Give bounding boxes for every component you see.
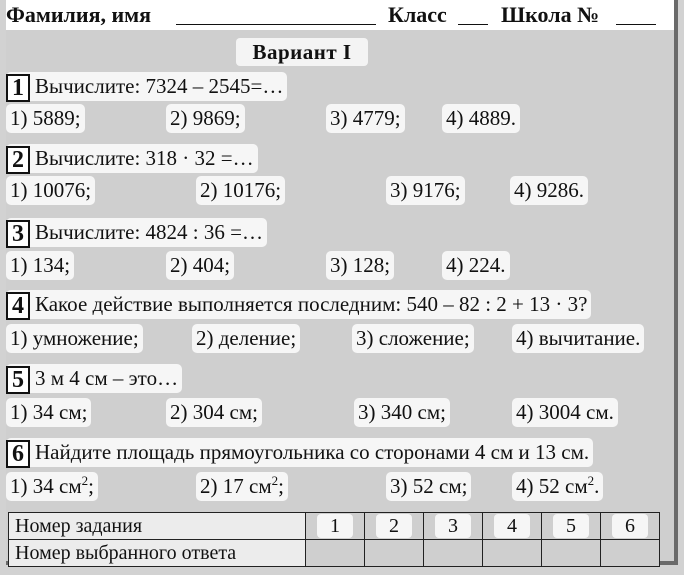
question-text: Вычислите: 318 · 32 =… (35, 146, 254, 170)
answer-option: 2) 404; (166, 251, 234, 280)
question-4 (6, 290, 591, 319)
task-number-cell: 2 (365, 513, 424, 540)
answer-option: 4) вычитание. (512, 324, 644, 353)
answer-option: 4) 4889. (442, 104, 520, 133)
class-blank (458, 24, 488, 25)
task-number-label: Номер задания (9, 513, 306, 540)
answer-table (8, 512, 660, 567)
name-label: Фамилия, имя (6, 2, 152, 27)
answer-input-cell[interactable] (424, 540, 483, 567)
question-1 (6, 72, 287, 101)
answer-option: 1) 34 $см^2$; (6, 472, 98, 501)
question-number: 5 (6, 366, 30, 394)
task-number-cell: 3 (424, 513, 483, 540)
answer-option: 2) 9869; (166, 104, 245, 133)
answer-option: 1) умножение; (6, 324, 143, 353)
answer-input-cell[interactable] (365, 540, 424, 567)
variant-title: Вариант I (236, 38, 368, 66)
question-number: 4 (6, 292, 30, 320)
answer-option: 3) 9176; (386, 176, 465, 205)
question-3 (6, 218, 267, 247)
class-label: Класс (388, 2, 447, 27)
answer-option: 3) сложение; (352, 324, 474, 353)
answer-input-cell[interactable] (306, 540, 365, 567)
task-number-cell: 6 (601, 513, 660, 540)
school-label: Школа № (501, 2, 600, 27)
answer-option: 1) 134; (6, 251, 74, 280)
answer-option: 1) 5889; (6, 104, 85, 133)
task-number-cell: 4 (483, 513, 542, 540)
answer-option: 1) 10076; (6, 176, 95, 205)
answer-input-cell[interactable] (601, 540, 660, 567)
question-number: 2 (6, 146, 30, 174)
question-text: Найдите площадь прямоугольника со сторонами 4 см и 13 см. (35, 440, 590, 464)
question-number: 1 (6, 74, 30, 102)
question-text: Вычислите: 7324 – 2545=… (35, 74, 284, 98)
question-number: 3 (6, 220, 30, 248)
question-number: 6 (6, 440, 30, 468)
answer-option: 4) 224. (442, 251, 510, 280)
header (6, 0, 674, 30)
task-number-cell: 1 (306, 513, 365, 540)
selected-answer-label: Номер выбранного ответа (9, 540, 306, 567)
answer-option: 3) 52 см; (386, 472, 471, 501)
question-text: 3 м 4 см – это… (35, 366, 179, 390)
question-text: Какое действие выполняется последним: 540 – 82 : 2 + 13 · 3? (35, 292, 588, 316)
answer-input-cell[interactable] (542, 540, 601, 567)
table-row (9, 513, 660, 540)
answer-option: 2) 304 см; (166, 398, 262, 427)
answer-option: 3) 340 см; (354, 398, 450, 427)
answer-option: 2) 10176; (196, 176, 285, 205)
question-text: Вычислите: 4824 : 36 =… (35, 220, 263, 244)
answer-option: 3) 128; (326, 251, 394, 280)
answer-option: 2) деление; (192, 324, 300, 353)
answer-option: 1) 34 см; (6, 398, 91, 427)
table-row (9, 540, 660, 567)
name-blank (176, 24, 376, 25)
answer-option: 4) 52 $см^2$. (512, 472, 603, 501)
answer-option: 4) 9286. (510, 176, 588, 205)
answer-option: 3) 4779; (326, 104, 405, 133)
answer-option: 4) 3004 см. (512, 398, 618, 427)
task-number-cell: 5 (542, 513, 601, 540)
answer-input-cell[interactable] (483, 540, 542, 567)
school-blank (616, 24, 656, 25)
worksheet (6, 0, 678, 565)
question-2 (6, 144, 258, 173)
question-5 (6, 364, 182, 393)
question-6 (6, 438, 593, 467)
answer-option: 2) 17 $см^2$; (196, 472, 288, 501)
